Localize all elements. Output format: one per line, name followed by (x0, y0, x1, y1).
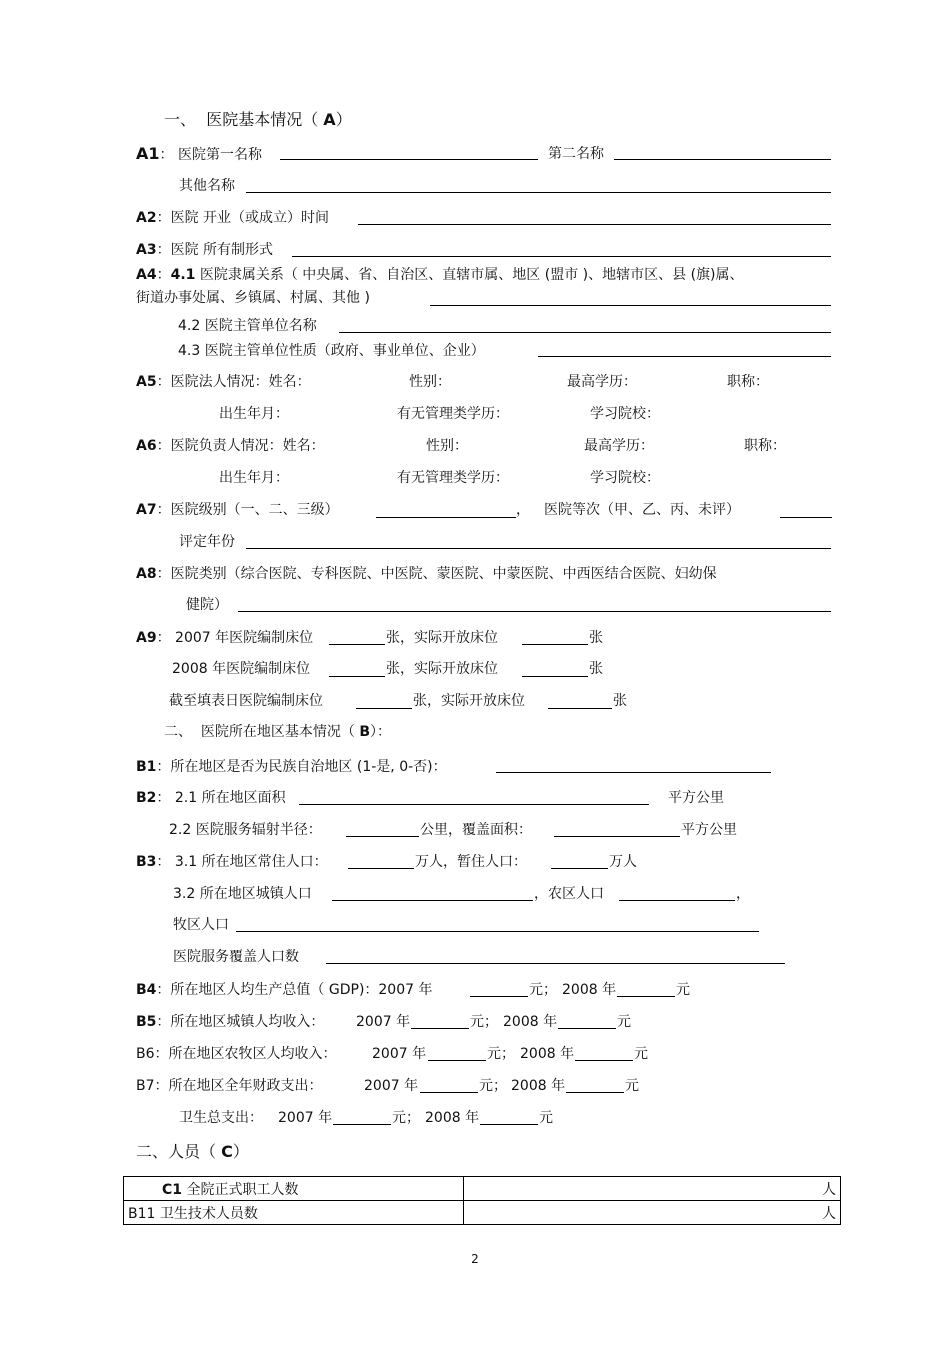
b3-coverage-label: 医院服务覆盖人口数 (173, 949, 299, 965)
a4-2-field[interactable] (339, 332, 831, 333)
a8-row: A8：医院类别（综合医院、专科医院、中医院、蒙医院、中蒙医院、中西医结合医院、妇幼保 (136, 566, 717, 582)
b3-pastoral-label: 牧区人口 (173, 917, 229, 933)
a1-second-name-field[interactable] (614, 159, 831, 160)
a9-2007-planned-field[interactable] (329, 644, 385, 645)
a9-current-actual-label: 张，实际开放床位 (413, 693, 525, 709)
b6-2008-field[interactable] (575, 1060, 633, 1061)
a9-2008-actual-field[interactable] (522, 676, 588, 677)
b7-row: B7：所在地区全年财政支出： (136, 1078, 323, 1094)
table-cell-label: B11 卫生技术人员数 (124, 1201, 464, 1225)
a1-name-field[interactable] (280, 159, 538, 160)
b3-agri-label: ，农区人口 (534, 886, 604, 902)
a4-row-2: 街道办事处属、乡镇属、村属、其他 ) (136, 290, 370, 306)
a7-grade-field[interactable] (780, 517, 832, 518)
b6-yuan-2: 元 (634, 1046, 648, 1062)
b5-yuan-2: 元 (617, 1014, 631, 1030)
page-number: 2 (471, 1252, 479, 1266)
section-b-heading: 二、 医院所在地区基本情况（ B）： (164, 724, 392, 740)
a4-3-field[interactable] (538, 356, 831, 357)
b7-2008-label: 2008 年 (511, 1078, 566, 1094)
a5-title-label: 职称： (727, 374, 769, 390)
b7-2008-field[interactable] (566, 1092, 624, 1093)
table-cell-label: C1 全院正式职工人数 (124, 1177, 464, 1201)
table-row (124, 1177, 841, 1201)
b7-2007-label: 2007 年 (364, 1078, 419, 1094)
a7-grade-label: 医院等次（甲、乙、丙、未评） (544, 502, 740, 518)
a9-2007-actual-label: 张，实际开放床位 (386, 630, 498, 646)
b1-row: B1：所在地区是否为民族自治地区 (1-是, 0-否)： (136, 759, 447, 775)
a7-comma: ， (516, 502, 530, 518)
a6-title-label: 职称： (744, 438, 786, 454)
b6-2008-label: 2008 年 (520, 1046, 575, 1062)
b6-row: B6：所在地区农牧区人均收入： (136, 1046, 337, 1062)
a1-row: A1： 医院第一名称 (136, 144, 262, 163)
b6-yuan-1: 元； (487, 1046, 515, 1062)
a1-second-name-label: 第二名称 (548, 146, 604, 162)
a4-3-label: 4.3 医院主管单位性质（政府、事业单位、企业） (178, 343, 485, 359)
b4-yuan-2: 元 (676, 982, 690, 998)
table-cell-value[interactable]: 人 (464, 1177, 841, 1201)
b5-yuan-1: 元； (470, 1014, 498, 1030)
a7-level-field[interactable] (376, 517, 516, 518)
a5-row: A5：医院法人情况：姓名： (136, 374, 311, 390)
a6-row: A6：医院负责人情况：姓名： (136, 438, 325, 454)
a9-current-planned-label: 截至填表日医院编制床位 (169, 693, 323, 709)
a2-row: A2：医院 开业（或成立）时间 (136, 210, 330, 226)
personnel-table (123, 1176, 841, 1225)
a4-other-field[interactable] (430, 305, 831, 306)
a4-row: A4：4.1 医院隶属关系（ 中央属、省、自治区、直辖市属、地区 (盟市 )、地辖市区、县 (旗)属、 (136, 267, 744, 283)
b3-agri-comma: ， (736, 886, 750, 902)
b2-radius-field[interactable] (346, 836, 419, 837)
a9-unit-2: 张 (589, 661, 603, 677)
a9-unit-3: 张 (613, 693, 627, 709)
b3-resident-field[interactable] (348, 868, 414, 869)
a5-mgmt-label: 有无管理类学历： (397, 406, 509, 422)
b3-temp-label: 万人，暂住人口： (415, 854, 527, 870)
b6-2007-field[interactable] (428, 1060, 486, 1061)
b7-health-2008-field[interactable] (480, 1124, 538, 1125)
b3-agri-field[interactable] (619, 900, 735, 901)
a5-birth-label: 出生年月： (219, 406, 289, 422)
a8-row-2: 健院） (186, 597, 228, 613)
a2-field[interactable] (358, 224, 831, 225)
a3-field[interactable] (292, 256, 831, 257)
a3-row: A3：医院 所有制形式 (136, 242, 274, 258)
a1-other-name-label: 其他名称 (179, 178, 235, 194)
a4-2-label: 4.2 医院主管单位名称 (178, 318, 317, 334)
b4-yuan-1: 元； (529, 982, 557, 998)
a8-field[interactable] (238, 611, 831, 612)
b3-urban-label: 3.2 所在地区城镇人口 (173, 886, 312, 902)
b2-area-unit: 平方公里 (668, 790, 724, 806)
b7-yuan-2: 元 (625, 1078, 639, 1094)
b2-coverage-field[interactable] (554, 836, 680, 837)
a6-mgmt-label: 有无管理类学历： (397, 470, 509, 486)
section-c-heading: 二、人员（ C） (136, 1142, 249, 1161)
a6-school-label: 学习院校： (590, 470, 660, 486)
a7-row: A7：医院级别（一、二、三级） (136, 502, 339, 518)
a9-2008-planned-field[interactable] (329, 676, 385, 677)
b3-temp-unit: 万人 (609, 854, 637, 870)
b7-yuan-1: 元； (479, 1078, 507, 1094)
b7-health-2008-label: 2008 年 (425, 1110, 480, 1126)
b4-2008-label: 2008 年 (562, 982, 617, 998)
a7-year-label: 评定年份 (179, 534, 235, 550)
section-a-heading: 一、 医院基本情况（ A） (164, 110, 352, 129)
b3-coverage-field[interactable] (326, 963, 785, 964)
b7-health-2007-field[interactable] (333, 1124, 391, 1125)
b7-2007-field[interactable] (420, 1092, 478, 1093)
a9-current-actual-field[interactable] (548, 708, 612, 709)
b3-row: B3： 3.1 所在地区常住人口： (136, 854, 328, 870)
a9-2008-planned-label: 2008 年医院编制床位 (172, 661, 311, 677)
a9-current-planned-field[interactable] (356, 708, 412, 709)
b5-2008-label: 2008 年 (503, 1014, 558, 1030)
b2-radius-label: 2.2 医院服务辐射半径： (169, 822, 322, 838)
a9-2008-actual-label: 张，实际开放床位 (386, 661, 498, 677)
a5-edu-label: 最高学历： (567, 374, 637, 390)
b2-coverage-unit: 平方公里 (681, 822, 737, 838)
b7-health-2007-label: 2007 年 (278, 1110, 333, 1126)
table-cell-value[interactable]: 人 (464, 1201, 841, 1225)
a5-school-label: 学习院校： (590, 406, 660, 422)
b2-coverage-label: 公里，覆盖面积： (420, 822, 532, 838)
a1-other-name-field[interactable] (246, 192, 831, 193)
a9-unit-1: 张 (589, 630, 603, 646)
b6-2007-label: 2007 年 (372, 1046, 427, 1062)
a9-2007-actual-field[interactable] (522, 644, 588, 645)
a5-sex-label: 性别： (409, 374, 451, 390)
b5-2007-label: 2007 年 (356, 1014, 411, 1030)
b7-health-label: 卫生总支出： (179, 1110, 263, 1126)
b4-2008-field[interactable] (617, 996, 675, 997)
b5-2007-field[interactable] (411, 1028, 469, 1029)
a7-year-field[interactable] (246, 548, 831, 549)
b1-field[interactable] (496, 772, 771, 773)
b7-health-yuan-1: 元； (392, 1110, 420, 1126)
b3-urban-field[interactable] (332, 900, 533, 901)
b4-row: B4：所在地区人均生产总值（ GDP)：2007 年 (136, 982, 433, 998)
b4-2007-field[interactable] (470, 996, 528, 997)
b5-row: B5：所在地区城镇人均收入： (136, 1014, 325, 1030)
a6-birth-label: 出生年月： (219, 470, 289, 486)
b3-pastoral-field[interactable] (236, 931, 759, 932)
b2-area-field[interactable] (299, 804, 649, 805)
b5-2008-field[interactable] (558, 1028, 616, 1029)
a6-edu-label: 最高学历： (584, 438, 654, 454)
b2-row: B2： 2.1 所在地区面积 (136, 790, 286, 806)
b7-health-yuan-2: 元 (539, 1110, 553, 1126)
b3-temp-field[interactable] (551, 868, 608, 869)
a6-sex-label: 性别： (426, 438, 468, 454)
a9-row: A9： 2007 年医院编制床位 (136, 630, 314, 646)
table-row (124, 1201, 841, 1225)
